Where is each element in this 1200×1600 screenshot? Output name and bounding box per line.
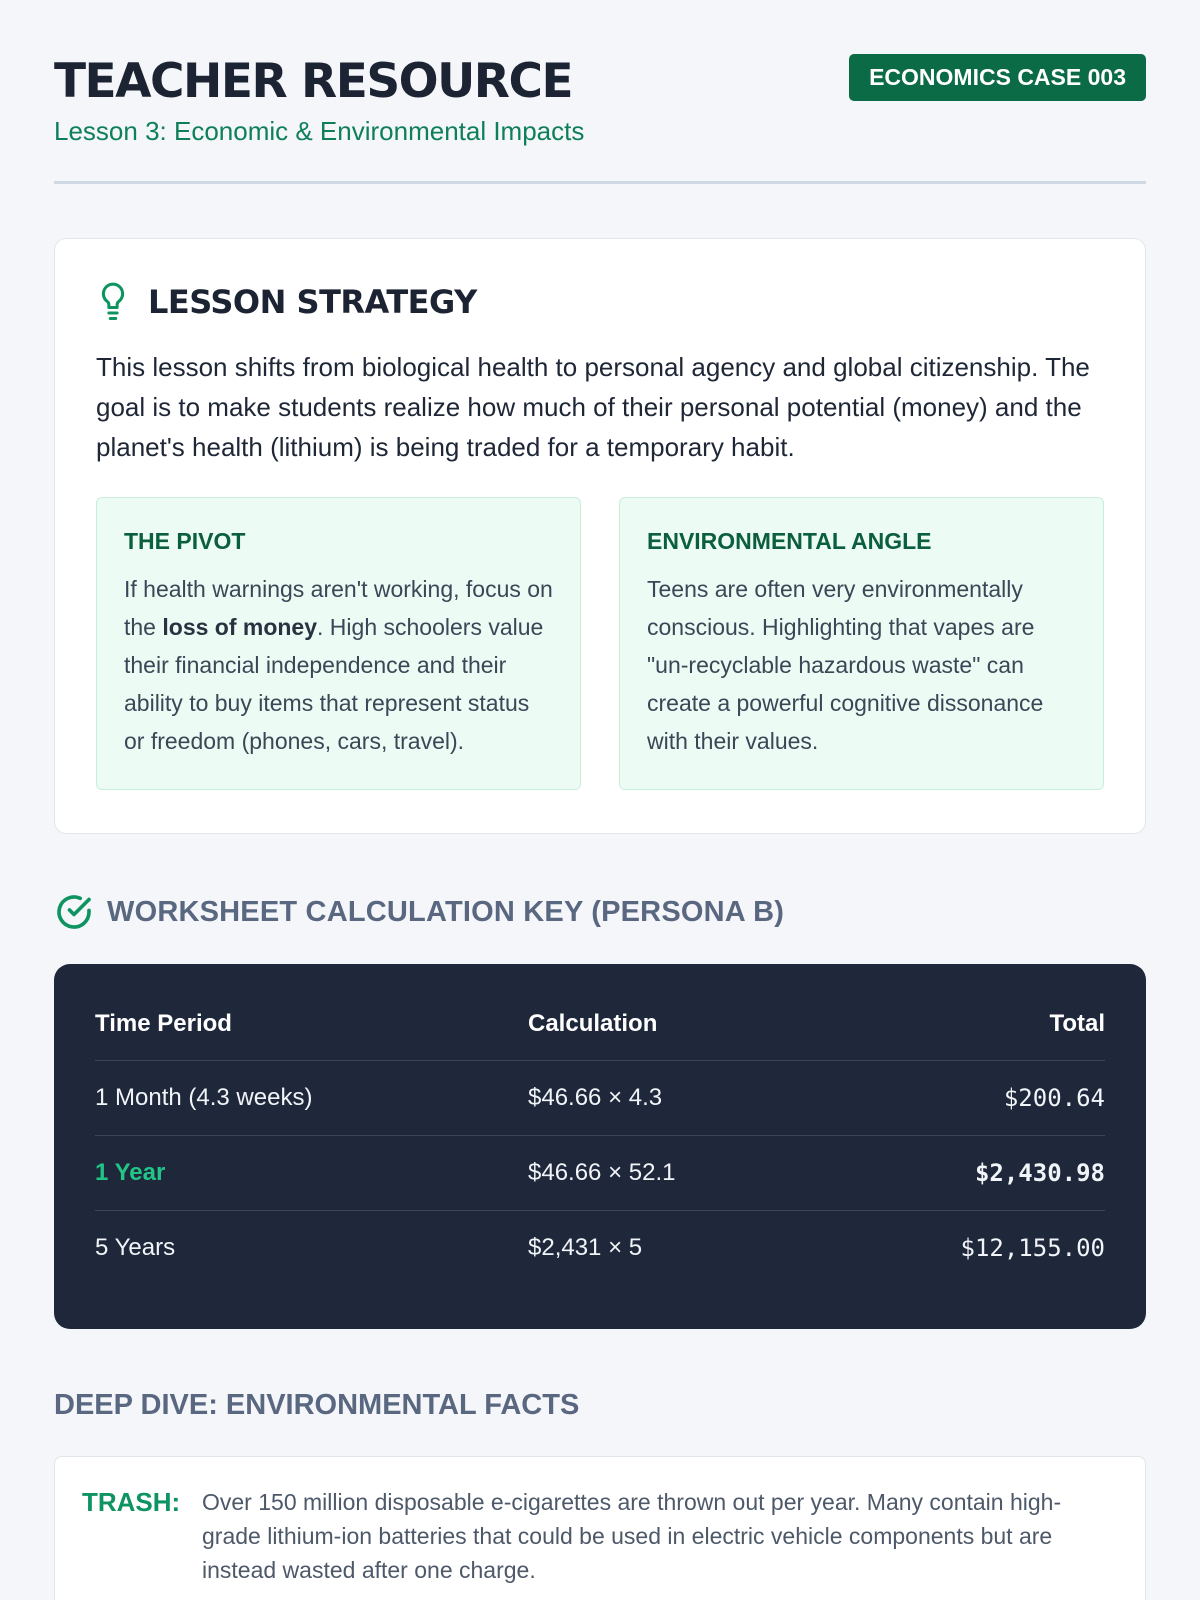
period-cell: 1 Year [95, 1135, 528, 1210]
pivot-text-start: If health warnings aren't working, focus on the [124, 576, 553, 640]
fact-label: TRASH: [82, 1487, 181, 1517]
column-header-calculation: Calculation [528, 1004, 819, 1060]
column-header-total: Total [819, 1004, 1105, 1060]
total-cell: $12,155.00 [960, 1233, 1105, 1262]
check-circle-icon [54, 892, 94, 932]
worksheet-title: WORKSHEET CALCULATION KEY (PERSONA B) [107, 895, 785, 928]
calculation-cell: $46.66 × 4.3 [528, 1060, 819, 1135]
environmental-title: ENVIRONMENTAL ANGLE [647, 528, 932, 554]
header [54, 0, 1146, 184]
lesson-strategy-title: LESSON STRATEGY [148, 283, 477, 321]
period-cell: 1 Month (4.3 weeks) [95, 1060, 528, 1135]
deep-dive-title: DEEP DIVE: ENVIRONMENTAL FACTS [54, 1389, 580, 1421]
fact-text: Over 150 million disposable e-cigarettes are thrown out per year. Many contain high-grade lithium-ion batteries that could be used in electric vehicle components but are instead wasted after one charge. [202, 1489, 1062, 1583]
total-cell: $200.64 [819, 1060, 1105, 1135]
period-cell: 5 Years [95, 1233, 176, 1261]
pivot-title: THE PIVOT [124, 528, 246, 554]
pivot-text-emphasis: loss of money [162, 614, 318, 640]
calculation-cell: $2,431 × 5 [528, 1233, 643, 1261]
environmental-tip [619, 497, 1104, 790]
strategy-tips [96, 497, 1104, 790]
lesson-strategy-body: This lesson shifts from biological health to personal agency and global citizenship. The goal is to make students realize how much of their personal potential (money) and the planet's health (lithium) is being traded for a temporary habit. [96, 352, 1090, 462]
column-header-time-period: Time Period [95, 1004, 528, 1060]
worksheet-header [54, 890, 1146, 934]
table-header-row [95, 1004, 1105, 1060]
table-row-highlight [95, 1135, 1105, 1210]
pivot-tip [96, 497, 581, 790]
lesson-strategy-header [96, 277, 1104, 327]
fact-card [54, 1456, 1146, 1600]
page-title: TEACHER RESOURCE [54, 54, 573, 109]
calculation-table [95, 1004, 1105, 1285]
case-badge: ECONOMICS CASE 003 [849, 54, 1146, 101]
environmental-text: Teens are often very environmentally conscious. Highlighting that vapes are "un-recyclable hazardous waste" can create a powerful cognitive dissonance with their values. [647, 576, 1044, 754]
table-row [95, 1060, 1105, 1135]
lesson-strategy-card [54, 238, 1146, 834]
lesson-subtitle: Lesson 3: Economic & Environmental Impacts [54, 116, 585, 146]
pivot-text [124, 570, 553, 760]
calculation-cell: $46.66 × 52.1 [528, 1135, 819, 1210]
lightbulb-icon [96, 280, 130, 324]
table-row [95, 1210, 1105, 1285]
total-cell: $2,430.98 [819, 1135, 1105, 1210]
pivot-text-end: . High schoolers value their financial independence and their ability to buy items that represent status or freedom (phones, cars, travel). [124, 614, 544, 754]
calculation-key-panel [54, 964, 1146, 1329]
